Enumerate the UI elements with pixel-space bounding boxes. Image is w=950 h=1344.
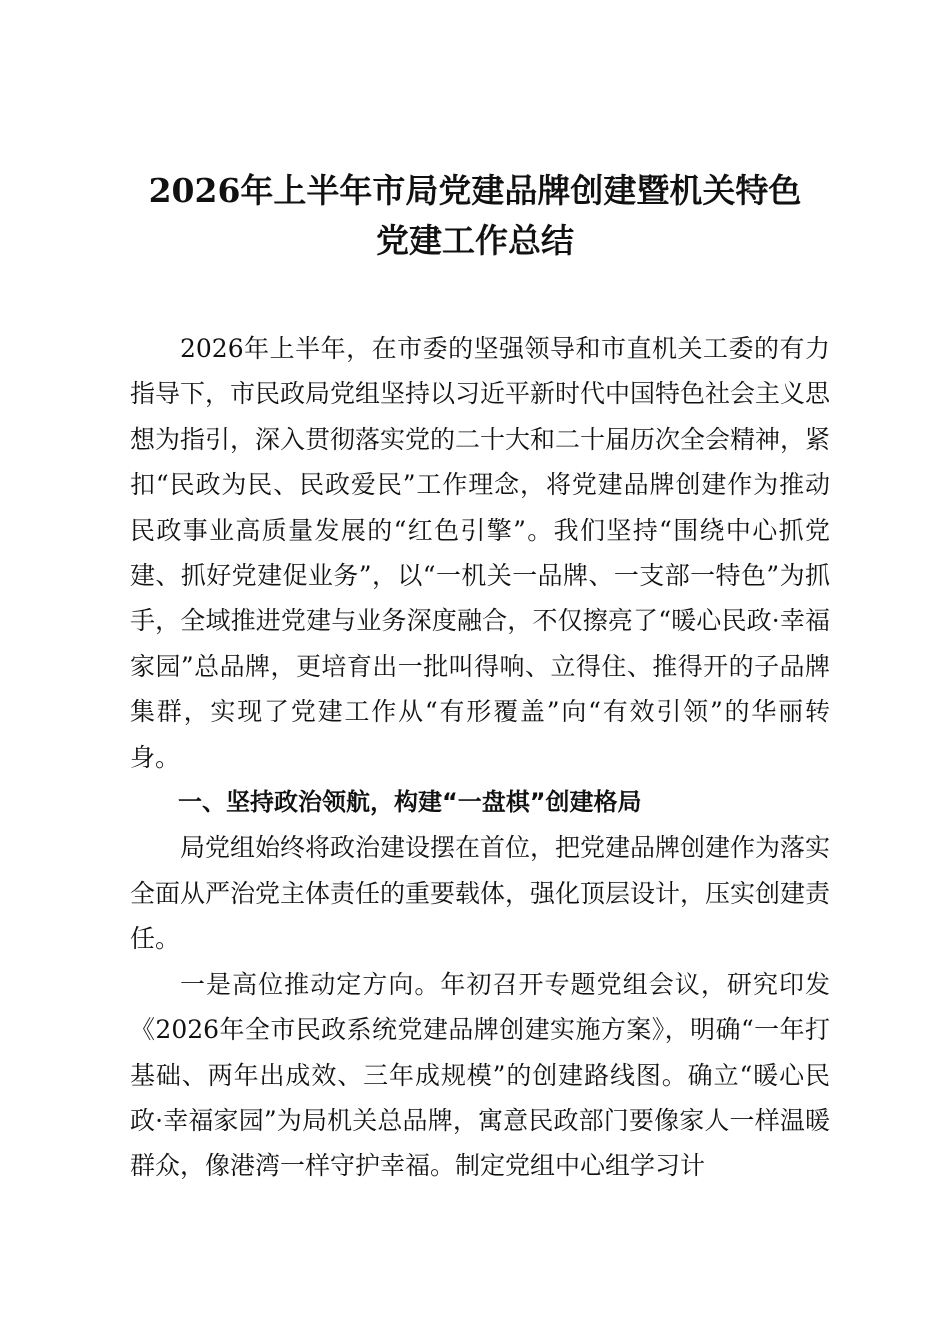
section-1-paragraph-2: 一是高位推动定方向。年初召开专题党组会议，研究印发《2026年全市民政系统党建品牌创建实施方案》，明确“一年打基础、两年出成效、三年成规模”的创建路线图。确立“暖心民政·幸福家园”为局机关总品牌，寓意民政部门要像家人一样温暖群众，像港湾一样守护幸福。制定党组中心组学习计 [130, 969, 830, 1181]
document-title [100, 166, 850, 266]
section-1-heading: 一、坚持政治领航，构建“一盘棋”创建格局 [178, 788, 642, 817]
title-line-2: 党建工作总结 [376, 221, 574, 260]
section-1-paragraph-1: 局党组始终将政治建设摆在首位，把党建品牌创建作为落实全面从严治党主体责任的重要载体，强化顶层设计，压实创建责任。 [130, 833, 831, 954]
title-line-1: 2026年上半年市局党建品牌创建暨机关特色 [148, 171, 802, 210]
document-body [130, 326, 830, 1189]
intro-paragraph: 2026年上半年，在市委的坚强领导和市直机关工委的有力指导下，市民政局党组坚持以习近平新时代中国特色社会主义思想为指引，深入贯彻落实党的二十大和二十届历次全会精神，紧扣“民政为民、民政爱民”工作理念，将党建品牌创建作为推动民政事业高质量发展的“红色引擎”。我们坚持“围绕中心抓党建、抓好党建促业务”，以“一机关一品牌、一支部一特色”为抓手，全域推进党建与业务深度融合，不仅擦亮了“暖心民政·幸福家园”总品牌，更培育出一批叫得响、立得住、推得开的子品牌集群，实现了党建工作从“有形覆盖”向“有效引领”的华丽转身。 [130, 334, 831, 772]
